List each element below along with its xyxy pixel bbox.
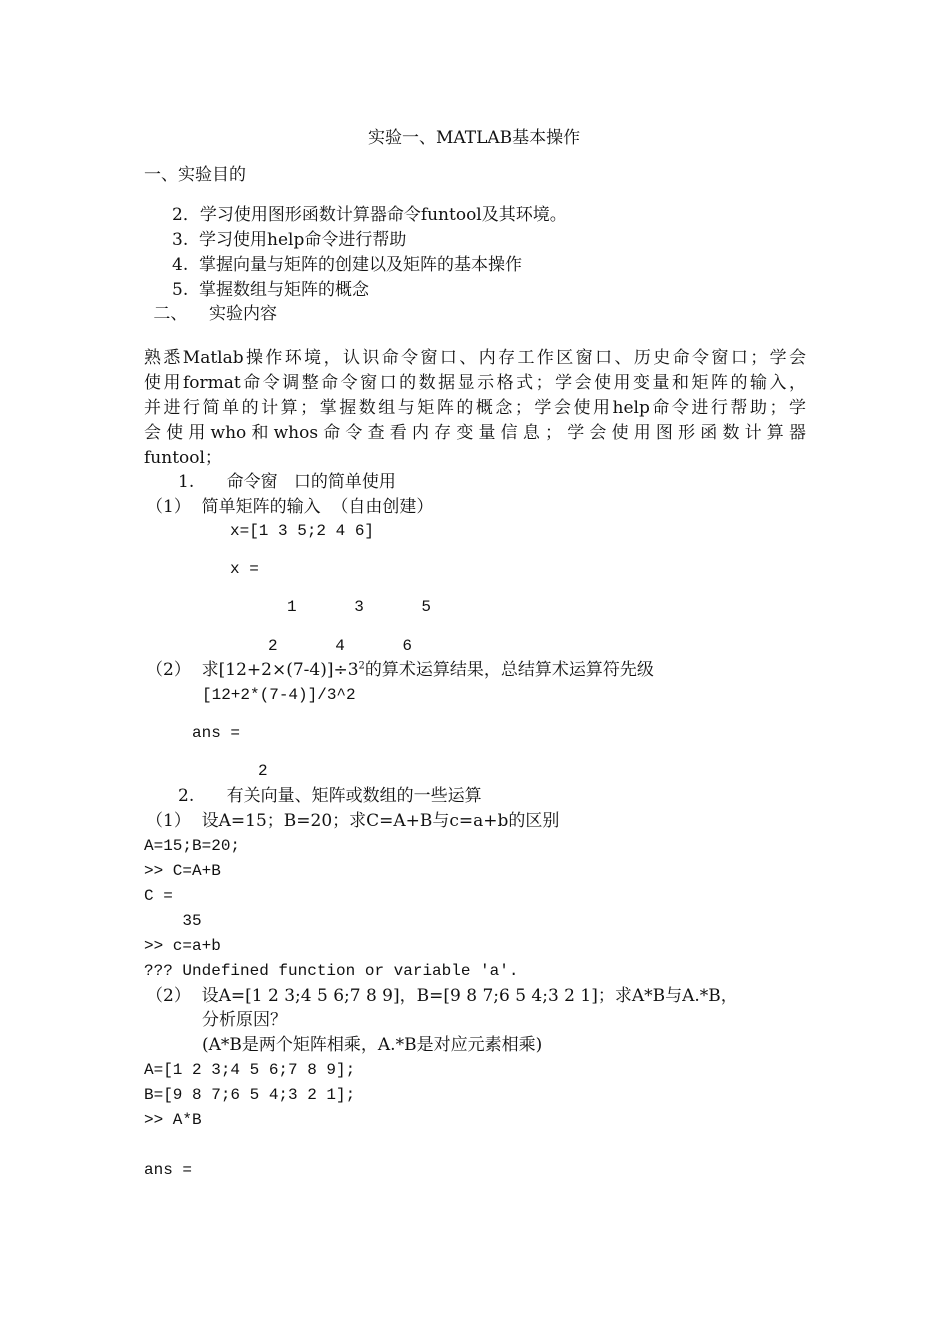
code-line: >> c=a+b (144, 937, 221, 955)
output-label: x = (230, 560, 259, 578)
code-line: [12+2*(7-4)]/3^2 (202, 686, 356, 704)
objective-item: 4. 掌握向量与矩阵的创建以及矩阵的基本操作 (172, 255, 523, 275)
objective-item: 2．学习使用图形函数计算器命令funtool及其环境。 (172, 205, 567, 225)
intro-paragraph-line: funtool； (144, 448, 222, 468)
part1-q1-label: （1） 简单矩阵的输入 （自由创建） (146, 497, 434, 517)
output-label: ans = (144, 1161, 193, 1179)
matrix-row: 1 3 5 (287, 598, 432, 616)
matrix-row: 2 4 6 (268, 637, 413, 655)
output-label: ans = (192, 724, 241, 742)
code-line: 35 (144, 912, 202, 930)
code-line: A=[1 2 3;4 5 6;7 8 9]; (144, 1061, 356, 1079)
part2-heading: 2. 有关向量、矩阵或数组的一些运算 (178, 786, 482, 806)
part2-q2-label-cont: 分析原因？ (202, 1010, 287, 1030)
objective-item: 3. 学习使用help命令进行帮助 (172, 230, 407, 250)
code-line: >> C=A+B (144, 862, 221, 880)
code-line: B=[9 8 7;6 5 4;3 2 1]; (144, 1086, 356, 1104)
section-heading-content: 二、 实验内容 (148, 304, 278, 324)
section-heading-objectives: 一、实验目的 (144, 165, 246, 185)
part2-q2-note: (A*B是两个矩阵相乘，A.*B是对应元素相乘) (202, 1035, 543, 1055)
objective-item: 5. 掌握数组与矩阵的概念 (172, 280, 370, 300)
intro-paragraph-line: 使用format命令调整命令窗口的数据显示格式；学会使用变量和矩阵的输入， (144, 373, 806, 393)
code-line: C = (144, 887, 173, 905)
page-title: 实验一、MATLAB基本操作 (368, 128, 581, 148)
part1-q2-label: （2） 求$[12+2\times(7-4)]\div 3^2$的算术运算结果，总结算术运算符先级 (146, 660, 654, 680)
intro-paragraph-line: 熟悉Matlab操作环境，认识命令窗口、内存工作区窗口、历史命令窗口；学会 (144, 348, 806, 368)
part2-q1-label: （1） 设A=15；B=20；求C=A+B与c=a+b的区别 (146, 811, 560, 831)
code-line: x=[1 3 5;2 4 6] (230, 522, 375, 540)
part2-q2-label: （2） 设A=[1 2 3;4 5 6;7 8 9]，B=[9 8 7;6 5 4;3 2 1]；求A*B与A.*B， (146, 986, 738, 1006)
intro-paragraph-line: 并进行简单的计算；掌握数组与矩阵的概念；学会使用help命令进行帮助；学 (144, 398, 806, 418)
code-line: >> A*B (144, 1111, 202, 1129)
code-line: A=15;B=20; (144, 837, 241, 855)
output-value: 2 (258, 762, 268, 780)
intro-paragraph-line: 会使用who和whos命令查看内存变量信息；学会使用图形函数计算器 (144, 423, 806, 443)
part1-heading: 1. 命令窗 口的简单使用 (178, 472, 396, 492)
code-line: ??? Undefined function or variable 'a'. (144, 962, 519, 980)
